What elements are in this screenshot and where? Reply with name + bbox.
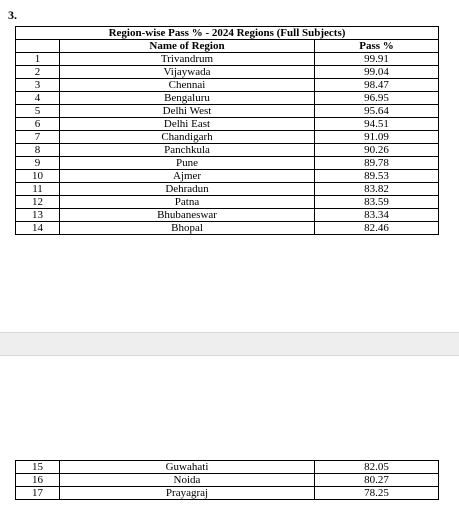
region-name-cell: Bengaluru [60,92,315,105]
region-name-cell: Chennai [60,79,315,92]
region-name-cell: Ajmer [60,170,315,183]
table-row [16,66,439,79]
region-name-cell: Delhi West [60,105,315,118]
table-row [16,144,439,157]
serial-number-cell: 12 [16,196,60,209]
pass-percent-cell: 89.78 [315,157,439,170]
serial-number-cell: 17 [16,487,60,500]
serial-number-cell: 10 [16,170,60,183]
pass-percent-cell: 96.95 [315,92,439,105]
table-row [16,105,439,118]
serial-number-cell: 3 [16,79,60,92]
region-name-cell: Chandigarh [60,131,315,144]
pass-percent-cell: 99.91 [315,53,439,66]
page-separator [0,332,459,356]
table-header-row [16,40,439,53]
table-row [16,209,439,222]
serial-number-cell: 15 [16,461,60,474]
serial-number-cell: 14 [16,222,60,235]
table-row [16,92,439,105]
pass-percent-cell: 82.46 [315,222,439,235]
serial-number-cell: 4 [16,92,60,105]
region-pass-table [15,26,439,235]
pass-percent-cell: 89.53 [315,170,439,183]
region-name-cell: Panchkula [60,144,315,157]
table-row [16,222,439,235]
pass-percent-cell: 90.26 [315,144,439,157]
pass-percent-cell: 94.51 [315,118,439,131]
serial-number-cell: 9 [16,157,60,170]
pass-percent-cell: 83.34 [315,209,439,222]
table-row [16,131,439,144]
table-row [16,118,439,131]
pass-percent-cell: 80.27 [315,474,439,487]
region-name-cell: Dehradun [60,183,315,196]
region-name-cell: Guwahati [60,461,315,474]
pass-percent-cell: 98.47 [315,79,439,92]
region-name-cell: Noida [60,474,315,487]
region-name-cell: Bhopal [60,222,315,235]
serial-number-cell: 5 [16,105,60,118]
serial-number-cell: 16 [16,474,60,487]
region-name-cell: Delhi East [60,118,315,131]
pass-percent-cell: 99.04 [315,66,439,79]
pass-percent-cell: 82.05 [315,461,439,474]
pass-percent-cell: 83.59 [315,196,439,209]
table-row [16,79,439,92]
region-name-cell: Prayagraj [60,487,315,500]
table-row [16,170,439,183]
table-row [16,183,439,196]
table-row [16,157,439,170]
table-row [16,487,439,500]
table-row [16,474,439,487]
pass-percent-cell: 91.09 [315,131,439,144]
serial-number-cell: 2 [16,66,60,79]
header-pass-percent: Pass % [315,40,439,53]
table-row [16,196,439,209]
region-name-cell: Pune [60,157,315,170]
table-row [16,53,439,66]
region-name-cell: Patna [60,196,315,209]
serial-number-cell: 7 [16,131,60,144]
serial-number-cell: 13 [16,209,60,222]
region-name-cell: Trivandrum [60,53,315,66]
table-title-row [16,27,439,40]
region-pass-table-continued [15,460,439,500]
serial-number-cell: 8 [16,144,60,157]
region-name-cell: Bhubaneswar [60,209,315,222]
pass-percent-cell: 95.64 [315,105,439,118]
pass-percent-cell: 83.82 [315,183,439,196]
header-serial [16,40,60,53]
serial-number-cell: 1 [16,53,60,66]
pass-percent-cell: 78.25 [315,487,439,500]
header-region: Name of Region [60,40,315,53]
table-row [16,461,439,474]
table-title: Region-wise Pass % - 2024 Regions (Full Subjects) [16,27,439,40]
serial-number-cell: 6 [16,118,60,131]
region-name-cell: Vijaywada [60,66,315,79]
serial-number-cell: 11 [16,183,60,196]
section-number: 3. [8,8,17,22]
